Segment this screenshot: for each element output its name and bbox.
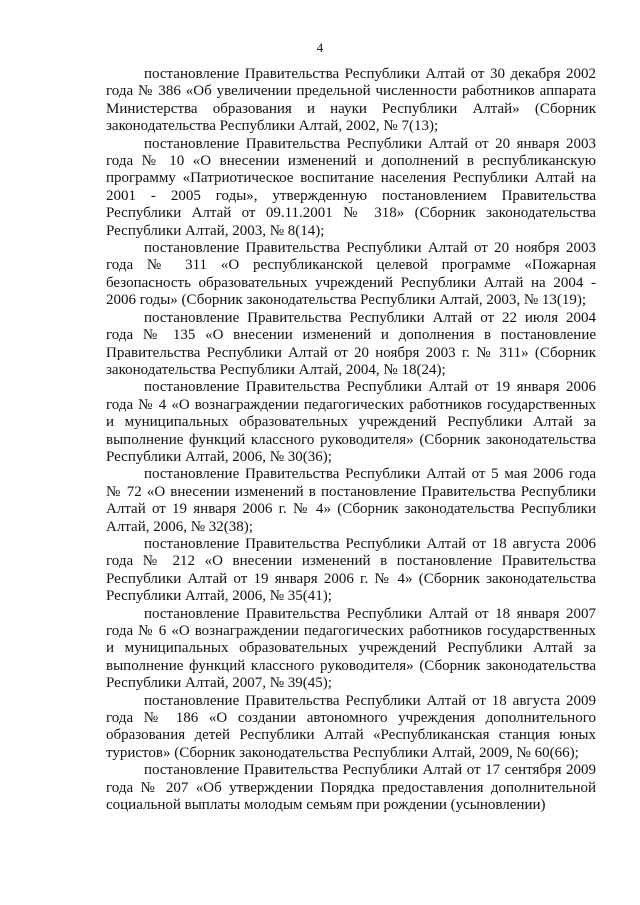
paragraph-8: постановление Правительства Республики Алтай от 18 января 2007 года № 6 «О вознаграждении педагогических работников государственных и муниципальных образовательных учреждений Республики Алтай за выполнение функций классного руководителя» (Сборник законодательства Республики Алтай, 2007, № 39(45);: [106, 605, 596, 692]
page-number: 4: [316, 40, 324, 55]
paragraph-9: постановление Правительства Республики Алтай от 18 августа 2009 года № 186 «О создании автономного учреждения дополнительного образования детей Республики Алтай «Республиканская станция юных туристов» (Сборник законодательства Республики Алтай, 2009, № 60(66);: [106, 692, 596, 761]
paragraph-1: постановление Правительства Республики Алтай от 30 декабря 2002 года № 386 «Об увеличении предельной численности работников аппарата Министерства образования и науки Республики Алтай» (Сборник законодательства Республики Алтай, 2002, № 7(13);: [106, 66, 596, 135]
paragraph-7: постановление Правительства Республики Алтай от 18 августа 2006 года № 212 «О внесении изменений в постановление Правительства Республики Алтай от 19 января 2006 г. № 4» (Сборник законодательства Республики Алтай, 2006, № 35(41);: [106, 535, 596, 605]
paragraph-5: постановление Правительства Республики Алтай от 19 января 2006 года № 4 «О вознаграждении педагогических работников государственных и муниципальных образовательных учреждений Республики Алтай за выполнение функций классного руководителя» (Сборник законодательства Республики Алтай, 2006, № 30(36);: [106, 379, 596, 465]
document-body: [106, 66, 596, 814]
paragraph-6: постановление Правительства Республики Алтай от 5 мая 2006 года № 72 «О внесении изменений в постановление Правительства Республики Алтай от 19 января 2006 г. № 4» (Сборник законодательства Республики Алтай, 2006, № 32(38);: [106, 466, 596, 535]
paragraph-2: постановление Правительства Республики Алтай от 20 января 2003 года № 10 «О внесении изменений и дополнений в республиканскую программу «Патриотическое воспитание населения Республики Алтай на 2001 - 2005 годы», утвержденную постановлением Правительства Республики Алтай от 09.11.2001 № 318» (Сборник законодательства Республики Алтай, 2003, № 8(14);: [106, 135, 596, 239]
paragraph-3: постановление Правительства Республики Алтай от 20 ноября 2003 года № 311 «О республиканской целевой программе «Пожарная безопасность образовательных учреждений Республики Алтай на 2004 - 2006 годы» (Сборник законодательства Республики Алтай, 2003, № 13(19);: [106, 240, 596, 309]
paragraph-4: постановление Правительства Республики Алтай от 22 июля 2004 года № 135 «О внесении изменений и дополнения в постановление Правительства Республики Алтай от 20 ноября 2003 г. № 311» (Сборник законодательства Республики Алтай, 2004, № 18(24);: [106, 309, 596, 378]
paragraph-10: постановление Правительства Республики Алтай от 17 сентября 2009 года № 207 «Об утверждении Порядка предоставления дополнительной социальной выплаты молодым семьям при рождении (усыновлении): [106, 762, 596, 814]
